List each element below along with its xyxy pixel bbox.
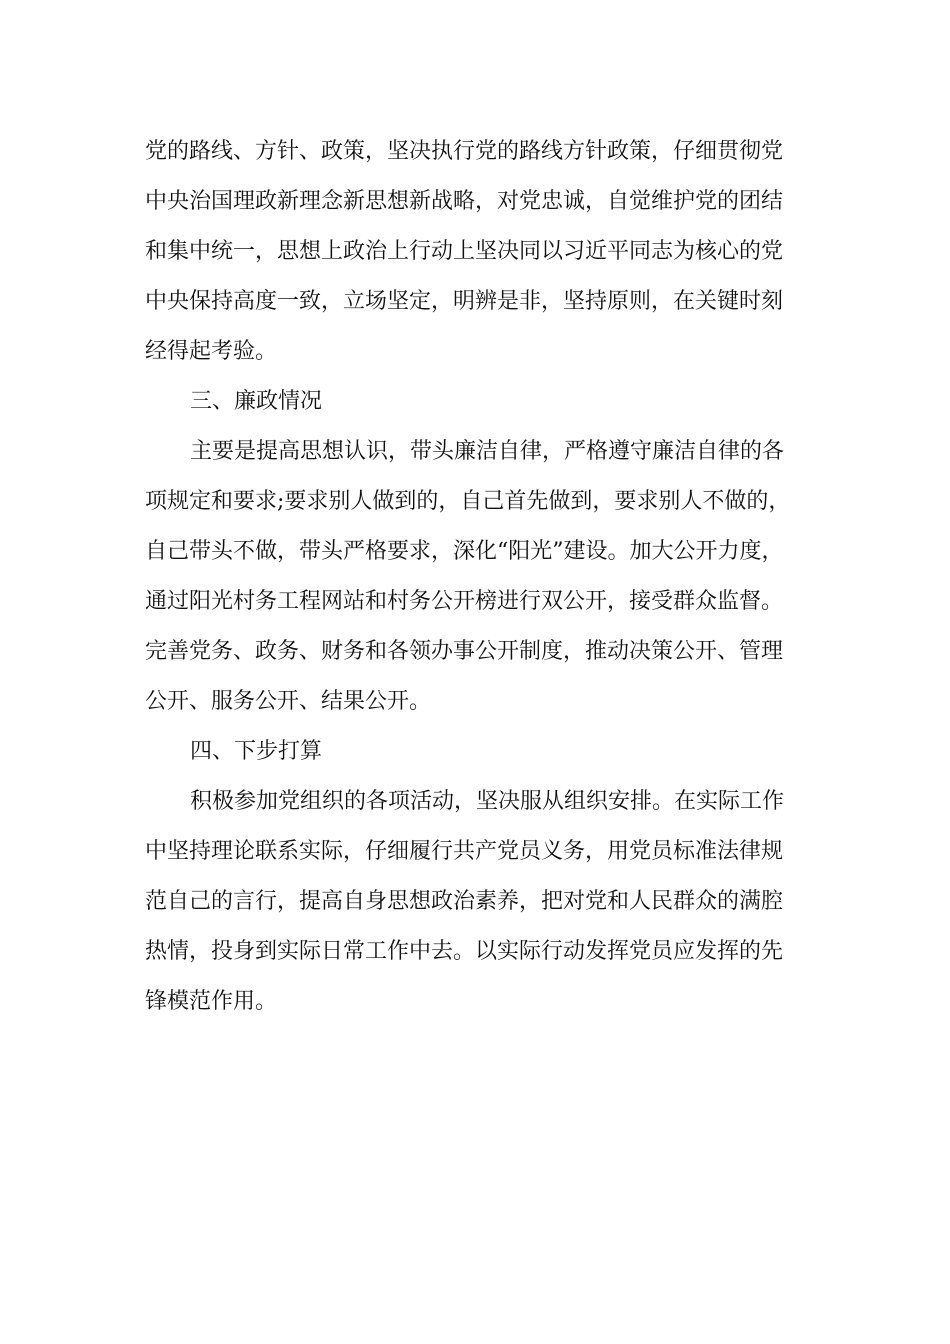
- paragraph-2-line-3: 自己带头不做，带头严格要求，深化“阳光”建设。加大公开力度，: [145, 539, 784, 564]
- paragraph-2-line-5: 完善党务、政务、财务和各领办事公开制度，推动决策公开、管理: [145, 639, 784, 664]
- paragraph-1-line-4: 中央保持高度一致，立场坚定，明辨是非，坚持原则，在关键时刻: [145, 289, 784, 314]
- paragraph-3-line-1: 积极参加党组织的各项活动，坚决服从组织安排。在实际工作: [190, 789, 785, 814]
- paragraph-1-line-2: 中央治国理政新理念新思想新战略，对党忠诚，自觉维护党的团结: [145, 189, 784, 214]
- paragraph-3-line-4: 热情，投身到实际日常工作中去。以实际行动发挥党员应发挥的先: [145, 939, 784, 964]
- section-heading-4: 四、下步打算: [190, 739, 323, 764]
- paragraph-3-line-3: 范自己的言行，提高自身思想政治素养，把对党和人民群众的满腔: [145, 889, 784, 914]
- paragraph-2-line-2: 项规定和要求;要求别人做到的，自己首先做到，要求别人不做的，: [145, 489, 791, 514]
- paragraph-3-line-2: 中坚持理论联系实际，仔细履行共产党员义务，用党员标准法律规: [145, 839, 784, 864]
- paragraph-2-line-1: 主要是提高思想认识，带头廉洁自律，严格遵守廉洁自律的各: [190, 439, 785, 464]
- paragraph-1-line-5: 经得起考验。: [145, 339, 278, 364]
- paragraph-2-line-6: 公开、服务公开、结果公开。: [145, 689, 432, 714]
- paragraph-1-line-1: 党的路线、方针、政策，坚决执行党的路线方针政策，仔细贯彻党: [145, 139, 784, 164]
- section-heading-3: 三、廉政情况: [190, 389, 323, 414]
- paragraph-3-line-5: 锋模范作用。: [145, 989, 278, 1014]
- paragraph-1-line-3: 和集中统一，思想上政治上行动上坚决同以习近平同志为核心的党: [145, 239, 784, 264]
- paragraph-2-line-4: 通过阳光村务工程网站和村务公开榜进行双公开，接受群众监督。: [145, 589, 784, 614]
